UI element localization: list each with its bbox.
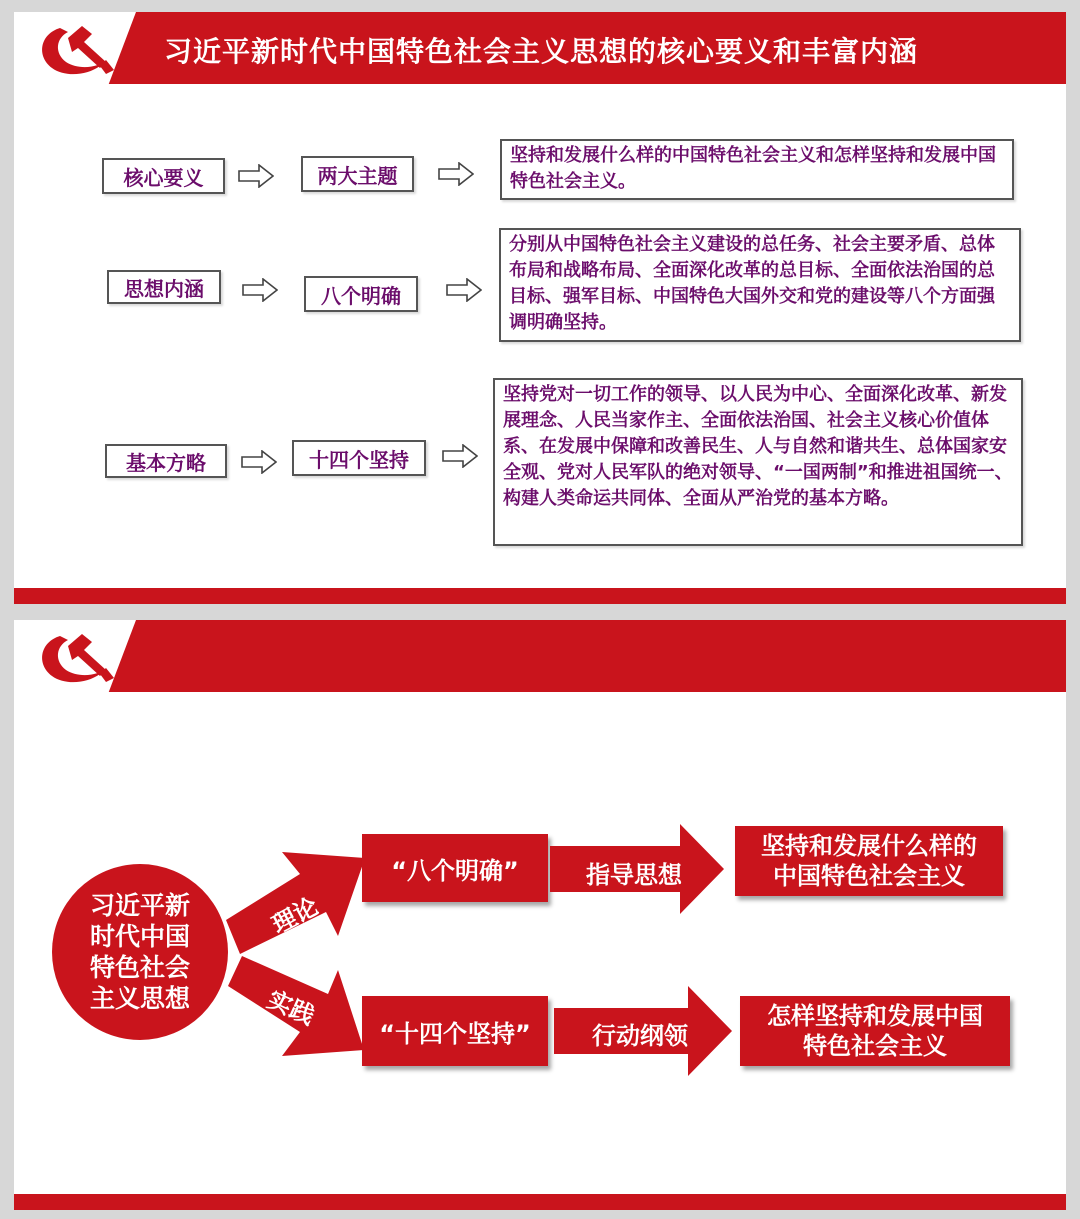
action-program-label: 行动纲领 [592, 1022, 688, 1050]
center-line: 特色社会 [89, 953, 190, 982]
hollow-right-arrow-icon [241, 450, 277, 474]
center-line: 习近平新 [89, 891, 190, 920]
slide-title: 习近平新时代中国特色社会主义思想的核心要义和丰富内涵 [164, 35, 919, 68]
theory-arrow-label: 理论 [267, 892, 323, 940]
center-line: 时代中国 [89, 922, 190, 951]
center-line: 主义思想 [89, 984, 190, 1013]
slide-core-meaning [14, 12, 1066, 604]
topic-eight-clarifications: 八个明确 [304, 276, 418, 312]
footer-bar [14, 1194, 1066, 1210]
label-basic-strategy: 基本方略 [105, 444, 227, 478]
node-fourteen-adherences: “十四个坚持” [362, 996, 548, 1066]
node-eight-clarifications: “八个明确” [362, 834, 548, 902]
hollow-right-arrow-icon [442, 444, 478, 468]
topic-two-themes: 两大主题 [301, 156, 414, 192]
hammer-sickle-icon [30, 20, 130, 80]
hollow-right-arrow-icon [238, 164, 274, 188]
guiding-thought-label: 指导思想 [586, 861, 682, 889]
practice-arrow-label: 实践 [263, 985, 319, 1031]
hammer-sickle-icon [30, 628, 130, 688]
label-core-meaning: 核心要义 [102, 158, 225, 194]
hollow-right-arrow-icon [242, 278, 278, 302]
slide-thought-flow [14, 620, 1066, 1210]
description-thought-connotation: 分别从中国特色社会主义建设的总任务、社会主要矛盾、总体布局和战略布局、全面深化改革的总目标、全面依法治国的总目标、强军目标、中国特色大国外交和党的建设等八个方面强调明确坚持。 [499, 228, 1021, 342]
topic-fourteen-adherences: 十四个坚持 [292, 440, 426, 476]
hollow-right-arrow-icon [446, 278, 482, 302]
footer-bar [14, 588, 1066, 604]
result-what-socialism: 坚持和发展什么样的中国特色社会主义 [735, 826, 1003, 896]
center-circle [52, 864, 228, 1040]
description-core-meaning: 坚持和发展什么样的中国特色社会主义和怎样坚持和发展中国特色社会主义。 [500, 139, 1014, 200]
header-bar [14, 620, 1066, 692]
result-how-socialism: 怎样坚持和发展中国特色社会主义 [740, 996, 1010, 1066]
description-basic-strategy: 坚持党对一切工作的领导、以人民为中心、全面深化改革、新发展理念、人民当家作主、全面依法治国、社会主义核心价值体系、在发展中保障和改善民生、人与自然和谐共生、总体国家安全观、党对人民军队的绝对领导、“一国两制”和推进祖国统一、构建人类命运共同体、全面从严治党的基本方略。 [493, 378, 1023, 546]
hollow-right-arrow-icon [438, 162, 474, 186]
label-thought-connotation: 思想内涵 [107, 270, 221, 304]
